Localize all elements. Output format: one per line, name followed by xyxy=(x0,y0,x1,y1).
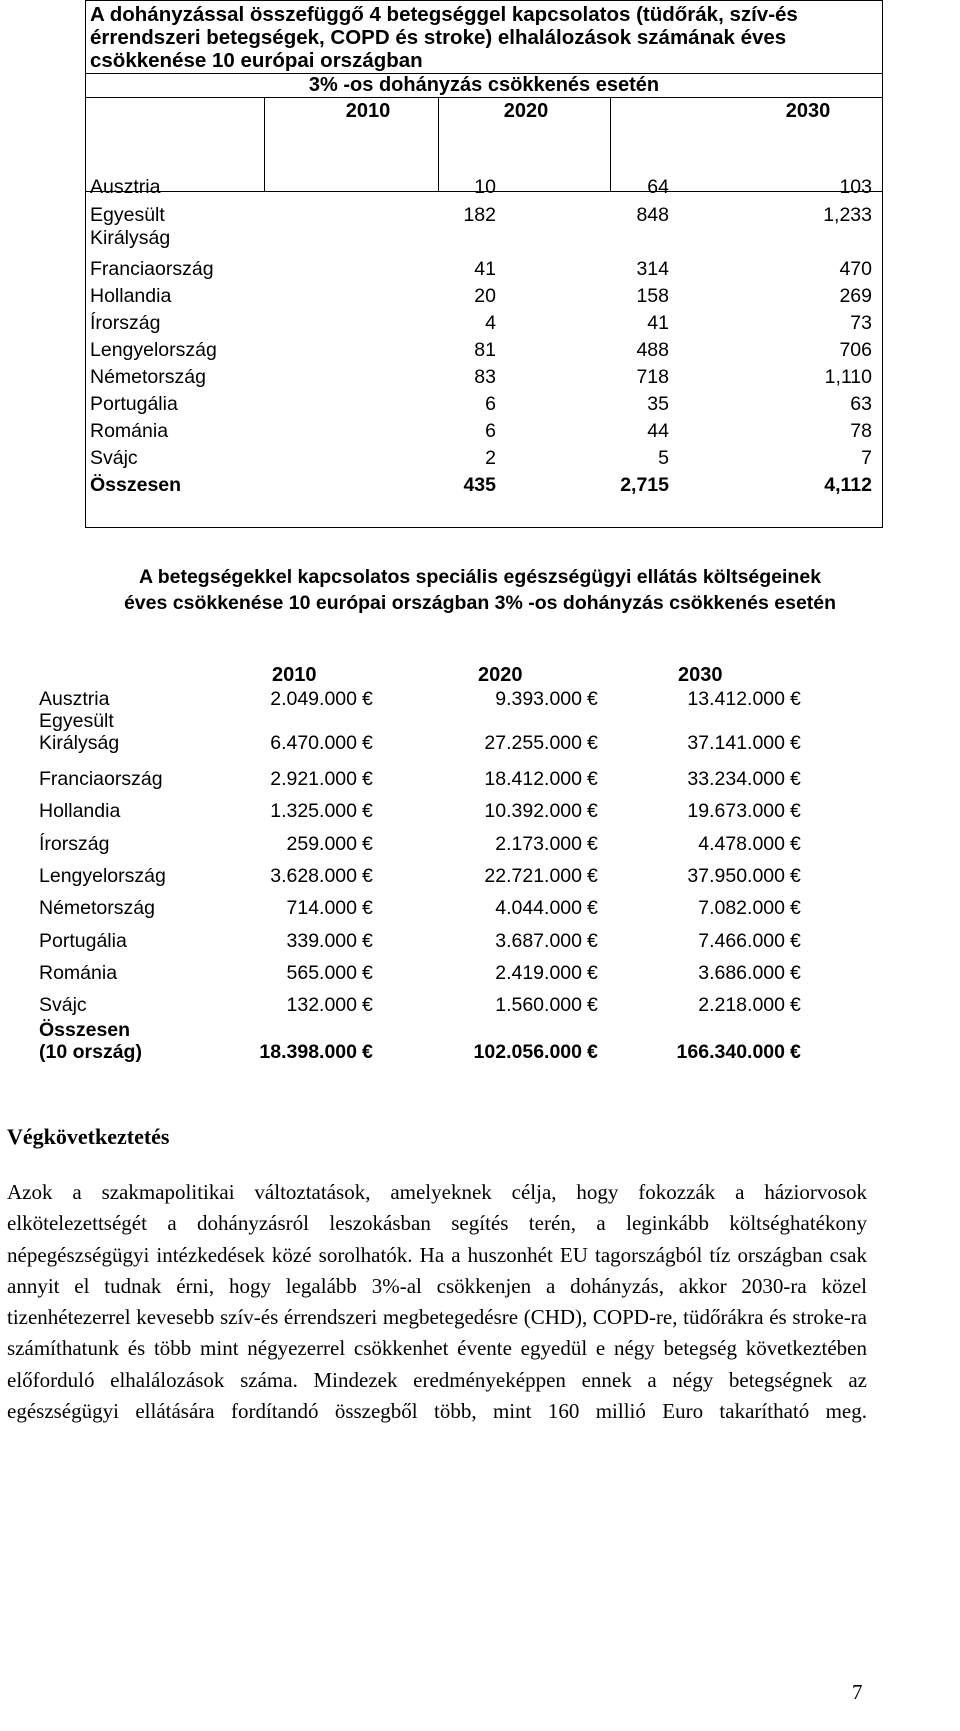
euro-sign: € xyxy=(790,1041,801,1063)
table2-total-value: 166.340.000 xyxy=(676,1041,785,1063)
euro-sign: € xyxy=(790,800,801,822)
table2-value-cell: 33.234.000 xyxy=(687,768,785,790)
table2-country-cell: Írország xyxy=(39,833,110,855)
table2-year-header: 2010 xyxy=(272,664,317,686)
table1-value-cell: 41 xyxy=(647,312,669,334)
table2-country-cell: Svájc xyxy=(39,994,87,1016)
euro-sign: € xyxy=(790,833,801,855)
table1-col-separator xyxy=(438,97,439,191)
table1-col-separator xyxy=(610,97,611,191)
table2-value-cell: 10.392.000 xyxy=(484,800,582,822)
table2-value-cell: 19.673.000 xyxy=(687,800,785,822)
table2-value-cell: 27.255.000 xyxy=(484,732,582,754)
euro-sign: € xyxy=(362,768,373,790)
table1-value-cell: 182 xyxy=(463,204,496,226)
euro-sign: € xyxy=(362,732,373,754)
table1-value-cell: 4 xyxy=(485,312,496,334)
euro-sign: € xyxy=(587,897,598,919)
table2-value-cell: 37.141.000 xyxy=(687,732,785,754)
table2-value-cell: 3.628.000 xyxy=(270,865,357,887)
table2-total-value: 102.056.000 xyxy=(473,1041,582,1063)
table1-value-cell: 706 xyxy=(839,339,872,361)
euro-sign: € xyxy=(587,865,598,887)
table1-value-cell: 470 xyxy=(839,258,872,280)
table2-value-cell: 2.218.000 xyxy=(698,994,785,1016)
table2-year-header: 2020 xyxy=(478,664,523,686)
table1-total-label: Összesen xyxy=(90,474,182,496)
table1-country-cell: Hollandia xyxy=(90,285,172,307)
euro-sign: € xyxy=(587,1041,598,1063)
table2-year-header: 2030 xyxy=(678,664,723,686)
euro-sign: € xyxy=(790,732,801,754)
table2-value-cell: 37.950.000 xyxy=(687,865,785,887)
euro-sign: € xyxy=(587,930,598,952)
conclusion-paragraph: Azok a szakmapolitikai változtatások, amelyeknek célja, hogy fokozzák a háziorvosok elkötelezettségét a dohányzásról leszokásban segítés terén, a leginkább költséghatékony népegészségügyi intézkedések közé sorolhatók. Ha a huszonhét EU tagországból tíz országban csak annyit el tudnak érni, hogy legalább 3%-al csökkenjen a dohányzás, akkor 2030-ra közel tizenhétezerrel kevesebb szív-és érrendszeri megbetegedésre (CHD), COPD-re, tüdőrákra és stroke-ra számíthatunk és több mint négyezerrel csökkenhet évente egyedül e négy betegség következtében előforduló elhalálozások száma. Mindezek eredményeképpen ennek a négy betegségnek az egészségügyi ellátására fordítandó összegből több, mint 160 millió Euro takarítható meg. xyxy=(7,1180,867,1424)
euro-sign: € xyxy=(587,688,598,710)
table2-country-cell: Összesen xyxy=(39,1019,131,1041)
table1-value-cell: 6 xyxy=(485,393,496,415)
table1-value-cell: 488 xyxy=(636,339,669,361)
euro-sign: € xyxy=(790,897,801,919)
table2-country-cell: Lengyelország xyxy=(39,865,166,887)
table2-value-cell: 2.419.000 xyxy=(495,962,582,984)
euro-sign: € xyxy=(362,800,373,822)
page-number: 7 xyxy=(852,1680,863,1704)
table2-country-cell: Franciaország xyxy=(39,768,163,790)
table2-value-cell: 18.412.000 xyxy=(484,768,582,790)
table1-value-cell: 44 xyxy=(647,420,669,442)
table1-country-cell: Egyesült Királyság xyxy=(90,204,171,249)
table1-value-cell: 73 xyxy=(850,312,872,334)
table1-value-cell: 103 xyxy=(839,176,872,198)
euro-sign: € xyxy=(587,994,598,1016)
euro-sign: € xyxy=(587,962,598,984)
table1-value-cell: 78 xyxy=(850,420,872,442)
table1-value-cell: 6 xyxy=(485,420,496,442)
euro-sign: € xyxy=(587,732,598,754)
table2-value-cell: 9.393.000 xyxy=(495,688,582,710)
table1-value-cell: 269 xyxy=(839,285,872,307)
conclusion-heading: Végkövetkeztetés xyxy=(7,1124,170,1149)
table1-country-cell: Ausztria xyxy=(90,176,161,198)
euro-sign: € xyxy=(362,994,373,1016)
table1-value-cell: 158 xyxy=(636,285,669,307)
table1-divider xyxy=(86,97,882,98)
euro-sign: € xyxy=(790,962,801,984)
table1-value-cell: 35 xyxy=(647,393,669,415)
table2-country-cell: Németország xyxy=(39,897,155,919)
table1-value-cell: 5 xyxy=(658,447,669,469)
table1-year-header: 2030 xyxy=(785,100,831,122)
table2-value-cell: 6.470.000 xyxy=(270,732,357,754)
table1-year-header: 2010 xyxy=(345,100,391,122)
table1-value-cell: 314 xyxy=(636,258,669,280)
euro-sign: € xyxy=(587,768,598,790)
table2-value-cell: 2.921.000 xyxy=(270,768,357,790)
table2-value-cell: 1.325.000 xyxy=(270,800,357,822)
table2-country-cell: Egyesült xyxy=(39,710,114,732)
table2-country-cell: Királyság xyxy=(39,732,120,754)
table2-country-cell: Portugália xyxy=(39,930,127,952)
euro-sign: € xyxy=(790,865,801,887)
table2-title-line: éves csökkenése 10 európai országban 3% -os dohányzás csökkenés esetén xyxy=(123,592,837,614)
table1-value-cell: 718 xyxy=(636,366,669,388)
euro-sign: € xyxy=(790,768,801,790)
euro-sign: € xyxy=(362,833,373,855)
table2-value-cell: 22.721.000 xyxy=(484,865,582,887)
table1-value-cell: 7 xyxy=(861,447,872,469)
table1-value-cell: 1,233 xyxy=(823,204,872,226)
table1-value-cell: 1,110 xyxy=(824,366,872,388)
table2-value-cell: 13.412.000 xyxy=(687,688,785,710)
euro-sign: € xyxy=(362,688,373,710)
table1-country-cell: Németország xyxy=(90,366,206,388)
table1-country-cell: Franciaország xyxy=(90,258,214,280)
table2-value-cell: 339.000 xyxy=(286,930,357,952)
euro-sign: € xyxy=(790,688,801,710)
euro-sign: € xyxy=(587,800,598,822)
table1-value-cell: 63 xyxy=(850,393,872,415)
euro-sign: € xyxy=(362,897,373,919)
table2-value-cell: 7.082.000 xyxy=(698,897,785,919)
table2-value-cell: 132.000 xyxy=(286,994,357,1016)
table1-value-cell: 83 xyxy=(474,366,496,388)
table1-country-cell: Írország xyxy=(90,312,161,334)
table1-title: A dohányzással összefüggő 4 betegséggel kapcsolatos (tüdőrák, szív-és érrendszeri betegségek, COPD és stroke) elhalálozások számának éves csökkenése 10 európai országban xyxy=(90,3,798,72)
table1-value-cell: 10 xyxy=(474,176,496,198)
table1-country-cell: Lengyelország xyxy=(90,339,217,361)
table2-value-cell: 3.686.000 xyxy=(698,962,785,984)
table2-title-line: A betegségekkel kapcsolatos speciális egészségügyi ellátás költségeinek xyxy=(138,566,822,588)
table1-value-cell: 64 xyxy=(647,176,669,198)
table2-country-cell: (10 ország) xyxy=(39,1041,142,1063)
table1-country-cell: Svájc xyxy=(90,447,138,469)
table2-total-value: 18.398.000 xyxy=(259,1041,357,1063)
euro-sign: € xyxy=(790,930,801,952)
table2-value-cell: 565.000 xyxy=(286,962,357,984)
table2-value-cell: 714.000 xyxy=(286,897,357,919)
table2-value-cell: 4.478.000 xyxy=(698,833,785,855)
euro-sign: € xyxy=(362,1041,373,1063)
table1-value-cell: 848 xyxy=(636,204,669,226)
table1-total-value: 4,112 xyxy=(824,474,872,496)
table2-country-cell: Románia xyxy=(39,962,118,984)
table1-value-cell: 2 xyxy=(485,447,496,469)
table2-value-cell: 4.044.000 xyxy=(495,897,582,919)
table1-total-value: 435 xyxy=(463,474,496,496)
table2-country-cell: Hollandia xyxy=(39,800,121,822)
table1-value-cell: 41 xyxy=(474,258,496,280)
table2-country-cell: Ausztria xyxy=(39,688,110,710)
table1-country-cell: Portugália xyxy=(90,393,178,415)
table2-value-cell: 1.560.000 xyxy=(495,994,582,1016)
table2-value-cell: 7.466.000 xyxy=(698,930,785,952)
table1-country-cell: Románia xyxy=(90,420,169,442)
table2-value-cell: 2.173.000 xyxy=(495,833,582,855)
table1-value-cell: 81 xyxy=(474,339,496,361)
death-reduction-table xyxy=(85,0,883,528)
table1-total-value: 2,715 xyxy=(620,474,669,496)
euro-sign: € xyxy=(790,994,801,1016)
table1-value-cell: 20 xyxy=(474,285,496,307)
euro-sign: € xyxy=(587,833,598,855)
table2-value-cell: 259.000 xyxy=(286,833,357,855)
euro-sign: € xyxy=(362,962,373,984)
table1-col-separator xyxy=(264,97,265,191)
table2-value-cell: 2.049.000 xyxy=(270,688,357,710)
table2-title xyxy=(0,564,960,616)
euro-sign: € xyxy=(362,865,373,887)
table1-subtitle: 3% -os dohányzás csökkenés esetén xyxy=(308,74,660,96)
euro-sign: € xyxy=(362,930,373,952)
table1-year-header: 2020 xyxy=(503,100,549,122)
table2-value-cell: 3.687.000 xyxy=(495,930,582,952)
